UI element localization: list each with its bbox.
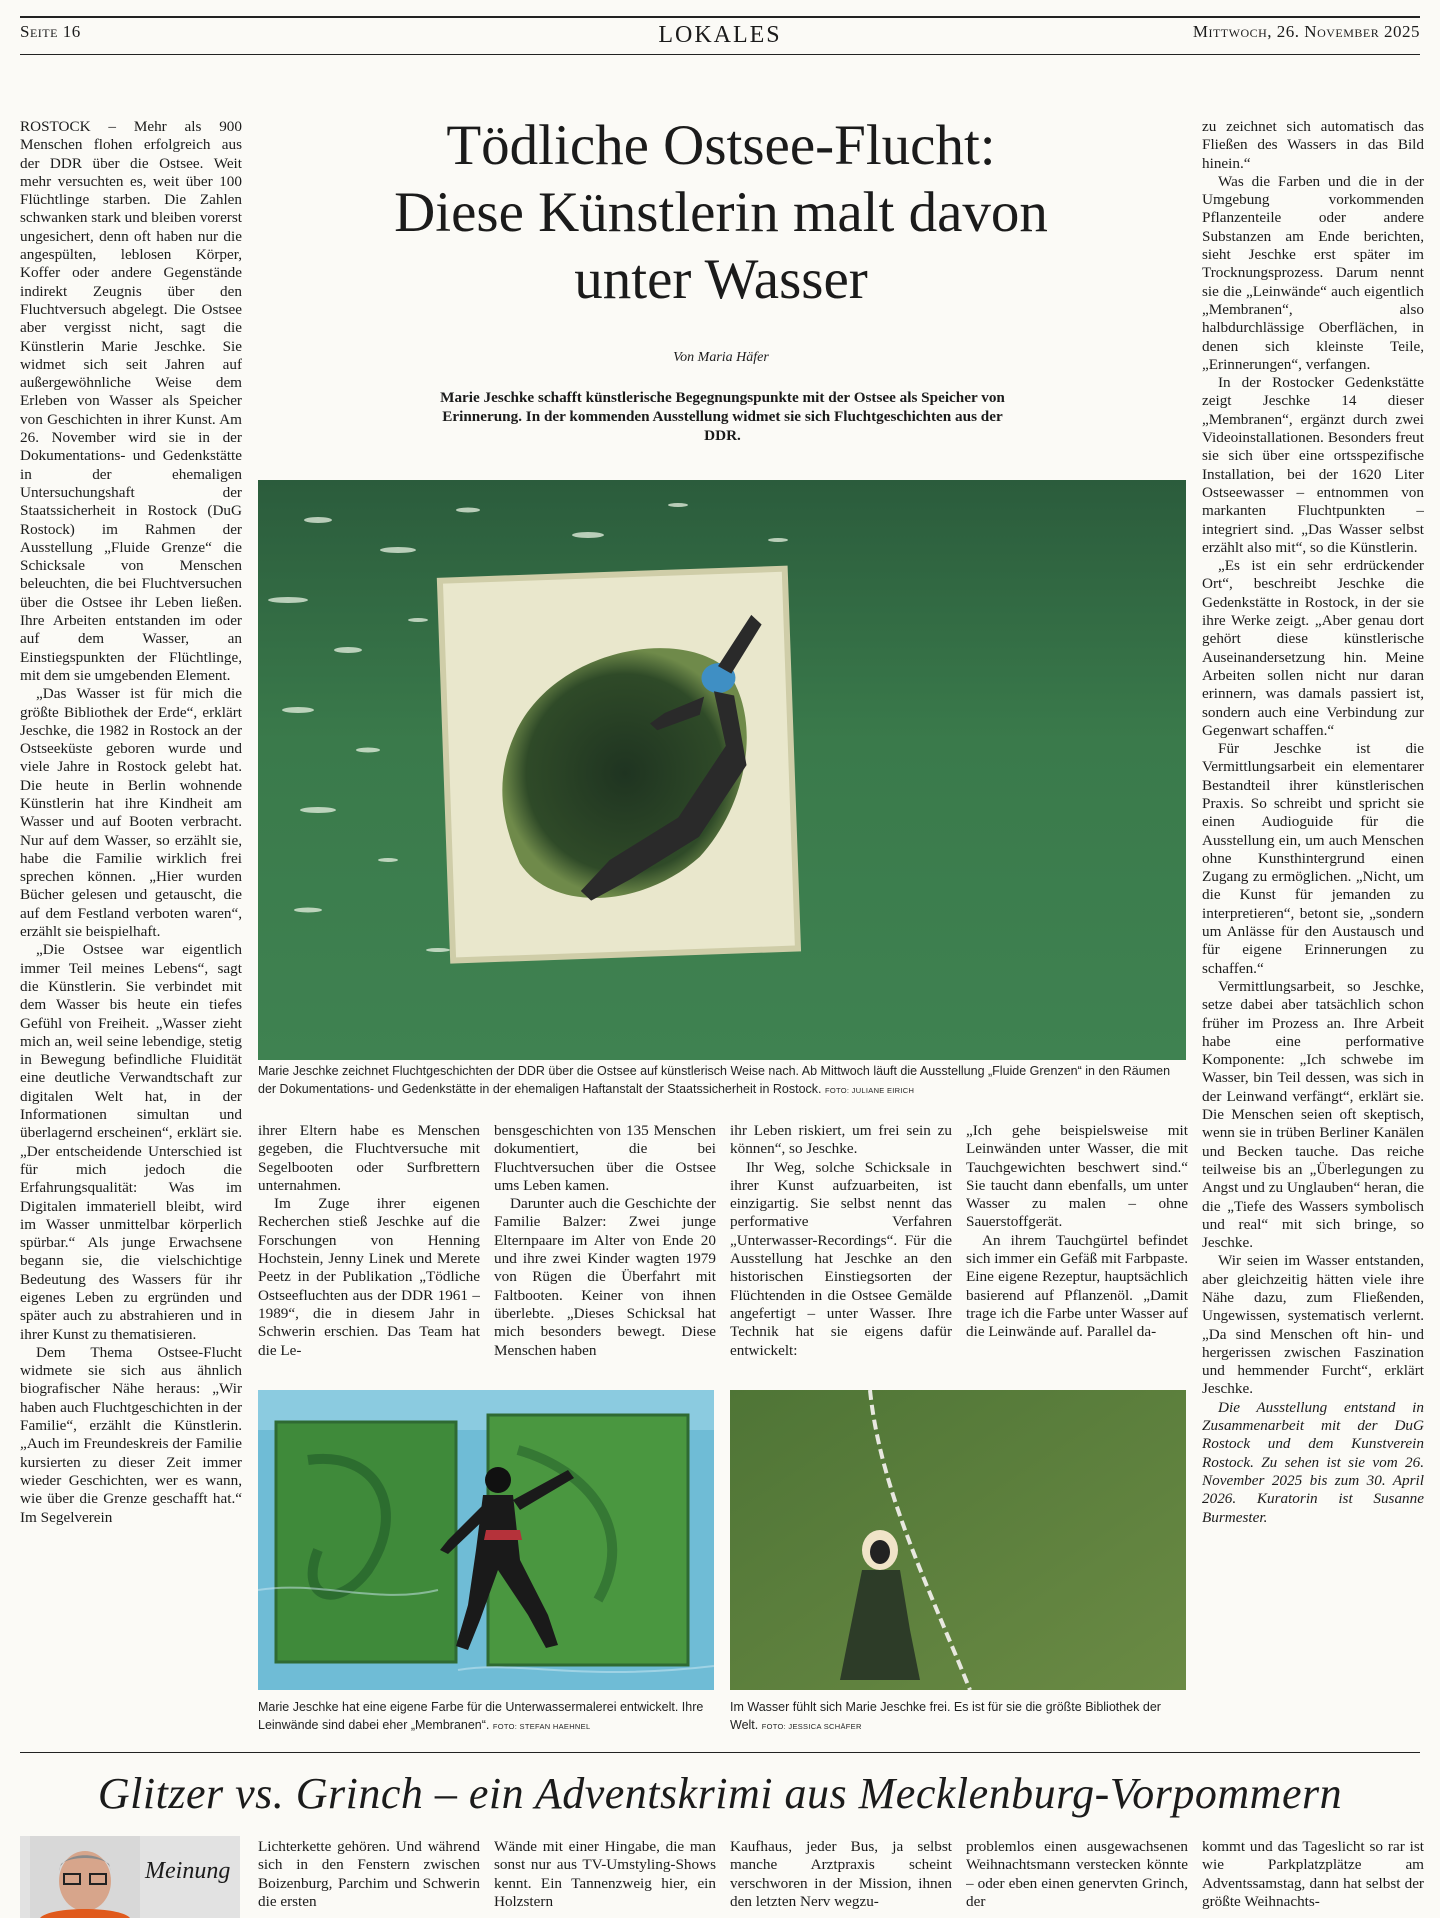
paragraph: „Ich gehe beispielsweise mit Leinwänden unter Wasser, die mit Tauchgewichten beschwert sind.“ Sie taucht dann ebenfalls, um unter Wasser zu malen – ohne Sauerstoffgerät. [966, 1122, 1188, 1231]
headline-line: Diese Künstlerin malt davon [394, 181, 1048, 244]
paragraph: Dem Thema Ostsee-Flucht widmete sie sich aus ähnlich biografischer Nähe heraus: „Wir haben auch Fluchtgeschichten in der Familie“, erzählt die Künstlerin. „Auch im Freundeskreis der Familie kursierten zu dieser Zeit immer wieder Geschichten, wer es wann, wie über die Grenze geschafft hat.“ Im Segelverein [20, 1343, 242, 1526]
exhibition-info: Die Ausstellung entstand in Zusammenarbeit mit der DuG Rostock und dem Kunstverein Rostock. Zu sehen ist sie vom 26. November 2025 bis zum 30. April 2026. Kuratorin ist Susanne Burmester. [1202, 1398, 1424, 1526]
article-column-6 [1202, 118, 1424, 1742]
headline-line: unter Wasser [574, 248, 868, 311]
paragraph: In der Rostocker Gedenkstätte zeigt Jeschke 14 dieser „Membranen“, ergänzt durch zwei Videoinstallationen. Besonders freut sie sich über eine ortsspezifische Installation, bei der 1620 Liter Ostseewasser – entnommen von markanten Fluchtpunkten – integriert sind. „Das Wasser selbst erzählt also mit“, so die Künstlerin. [1202, 374, 1424, 556]
header-top-rule [20, 16, 1420, 18]
pool-photo-caption [258, 1698, 714, 1736]
underwater-pool-illustration [258, 1390, 714, 1690]
paragraph: „Das Wasser ist für mich die größte Bibliothek der Erde“, erklärt Jeschke, die 1982 in Rostock an der Ostseeküste geboren wurde und viele Jahre in Rostock gelebt hat. Die heute in Berlin wohnende Künstlerin hat ihre Kindheit am Wasser und auf Booten verbracht. Nur auf dem Wasser, so erzählt sie, habe die Familie wirklich frei sprechen können. „Hier wurden Bücher gelesen und getauscht, die auf dem Festland verboten waren“, erzählt sie beispielhaft. [20, 685, 242, 941]
issue-date: Mittwoch, 26. November 2025 [1192, 22, 1420, 41]
paragraph: ihr Leben riskiert, um frei sein zu können“, so Jeschke. [730, 1122, 952, 1158]
article-column-4 [730, 1122, 952, 1387]
paragraph: An ihrem Tauchgürtel befindet sich immer ein Gefäß mit Farbpaste. Eine eigene Rezeptur, hauptsächlich basierend auf Pflanzenöl. „Damit trage ich die Farbe unter Wasser auf die Leinwände auf. Parallel da- [966, 1231, 1188, 1341]
aerial-sea-illustration [258, 480, 1186, 1060]
diver-photo-caption [730, 1698, 1186, 1736]
paragraph: „Die Ostsee war eigentlich immer Teil meines Lebens“, sagt die Künstlerin. Sie verbindet mit dem Wasser bis heute ein tiefes Gefühl von Freiheit. „Wasser zieht mich an, weil seine lebendige, stetig in Bewegung befindliche Fluidität eine deutliche Verwandtschaft zur digitalen Welt hat, in der Informationen simultan und überlagernd erscheinen“, erklärt sie. „Der entscheidende Unterschied ist für mich jedoch die Erfahrungsqualität: Was im Digitalen immateriell bleibt, wird im Wasser unmittelbar körperlich spürbar.“ Als junge Erwachsene begann sie, die vielschichtige Bedeutung des Wassers für ihr eigenes Leben zu ergründen und später auch zu abstrahieren und in ihrer Kunst zu thematisieren. [20, 941, 242, 1343]
paragraph: bensgeschichten von 135 Menschen dokumentiert, die bei Fluchtversuchen über die Ostsee ums Leben kamen. [494, 1122, 716, 1194]
paragraph: ROSTOCK – Mehr als 900 Menschen flohen erfolgreich aus der DDR über die Ostsee. Weit mehr versuchten es, weit über 100 Flüchtlinge starben. Die Zahlen schwanken stark und bleiben vorerst ungesichert, denn oft haben nur die angespülten, leblosen Körper, Koffer oder andere Gegenstände indirekt Zeugnis über den Fluchtversuch abgelegt. Die Ostsee aber vergisst nicht, sagt die Künstlerin Marie Jeschke. Sie widmet sich seit Jahren auf außergewöhnliche Weise dem Erleben von Wasser als Speicher von Geschichten in ihrer Kunst. Am 26. November wird sie in der Dokumentations- und Gedenkstätte in der ehemaligen Untersuchungshaft der Staatssicherheit in Rostock (DuG Rostock) im Rahmen der Ausstellung „Fluide Grenze“ die Schicksale von Menschen beleuchten, die bei Fluchtversuchen über die Ostsee ihr Leben ließen. Ihre Arbeiten entstanden im oder auf dem Wasser, an Einstiegspunkten der Flüchtlinge, mit dem sie umgebenden Element. [20, 118, 242, 684]
article-column-1 [20, 118, 242, 1742]
next-article-column-4 [730, 1838, 952, 1918]
photo-credit: FOTO: JESSICA SCHÄFER [761, 1722, 862, 1731]
pool-photo [258, 1390, 714, 1690]
next-article-column-6 [1202, 1838, 1424, 1918]
paragraph: Für Jeschke ist die Vermittlungsarbeit ein elementarer Bestandteil ihrer künstlerischen Praxis. So schreibt und spricht sie einen Audioguide für die Ausstellung ein, um auch Menschen ohne Kunsthintergrund einen Zugang zu ermöglichen. „Nicht, um die Kunst für jemanden zu interpretieren“, betont sie, „sondern um Anlässe für den Austausch und für eigene Erinnerungen zu schaffen.“ [1202, 740, 1424, 977]
header-bottom-rule [20, 54, 1420, 55]
main-photo-caption [258, 1062, 1186, 1100]
underwater-diver-illustration [730, 1390, 1186, 1690]
headline-line: Tödliche Ostsee-Flucht: [446, 114, 996, 177]
paragraph: Wir seien im Wasser entstanden, aber gleichzeitig hätten viele ihre Nähe dazu, zum Fließenden, Ungewissen, systematisch verlernt. „Da sind Menschen oft hin- und hergerissen zwischen Faszination und hemmender Furcht“, erklärt Jeschke. [1202, 1252, 1424, 1398]
paragraph: problemlos einen ausgewachsenen Weihnachtsmann verstecken könnte – oder eben einen genervten Grinch, der [966, 1838, 1188, 1910]
paragraph: kommt und das Tageslicht so rar ist wie Parkplatzplätze am Adventssamstag, dann hat selbst der größte Weihnachts- [1202, 1838, 1424, 1910]
headline [258, 112, 1184, 313]
paragraph: Vermittlungsarbeit, so Jeschke, setze dabei aber tatsächlich schon früher im Prozess an. Ihre Arbeit habe eine performative Komponente: „Ich schwebe im Wasser, bin Teil dessen, was sich in der Leinwand verfängt“, erklärt sie. Die Menschen seien oft skeptisch, wenn sie in trüben Berliner Kanälen und Becken tauche. Das reiche teilweise bis an „Überlegungen zu Angst und zu Unglauben“ heran, die die „Tiefe des Wassers symbolisch und real“ mit sich bringe, so Jeschke. [1202, 977, 1424, 1252]
photo-credit: FOTO: STEFAN HAEHNEL [492, 1722, 591, 1731]
opinion-label: Meinung [145, 1858, 231, 1884]
paragraph: Darunter auch die Geschichte der Familie Balzer: Zwei junge Elternpaare im Alter von Ende 20 und ihre zwei Kinder wagten 1979 von Rügen die Überfahrt mit Faltbooten. Keiner von ihnen überlebte. „Dieses Schicksal hat mich besonders bewegt. Diese Menschen haben [494, 1195, 716, 1359]
page-number: Seite 16 [20, 22, 81, 41]
article-column-5 [966, 1122, 1188, 1387]
caption-text: Marie Jeschke zeichnet Fluchtgeschichten der DDR über die Ostsee auf künstlerisch Weise nach. Ab Mittwoch läuft die Ausstellung „Fluide Grenzen“ in den Räumen der Dokumentations- und Gedenkstätte in der ehemaligen Haftanstalt der Staatssicherheit in Rostock. [258, 1064, 1171, 1096]
next-article-column-2 [258, 1838, 480, 1918]
photo-credit: FOTO: JULIANE EIRICH [825, 1086, 915, 1095]
paragraph: Lichterkette gehören. Und während sich in den Fenstern zwischen Boizenburg, Parchim und Schwerin die ersten [258, 1838, 480, 1910]
diver-photo [730, 1390, 1186, 1690]
section-title: LOKALES [658, 22, 782, 48]
paragraph: Ihr Weg, solche Schicksale in ihrer Kunst aufzuarbeiten, ist einzigartig. Sie selbst nennt das performative Verfahren „Unterwasser-Recordings“. Für die Ausstellung hat Jeschke an den historischen Einstiegsorten der Flüchtenden in die Ostsee Gemälde angefertigt – unter Wasser. Ihre Technik hat sie eigens dafür entwickelt: [730, 1158, 952, 1359]
next-article-column-3 [494, 1838, 716, 1918]
paragraph: zu zeichnet sich automatisch das Fließen des Wassers in das Bild hinein.“ [1202, 118, 1424, 172]
banner-rule [20, 1752, 1420, 1753]
paragraph: Wände mit einer Hingabe, die man sonst nur aus TV-Umstyling-Shows kennt. Ein Tannenzweig hier, ein Holzstern [494, 1838, 716, 1910]
main-photo [258, 480, 1186, 1060]
next-article-headline: Glitzer vs. Grinch – ein Adventskrimi aus Mecklenburg-Vorpommern [97, 1769, 1343, 1818]
opinion-box [20, 1836, 240, 1918]
next-article-column-5 [966, 1838, 1188, 1918]
byline: Von Maria Häfer [673, 350, 769, 365]
paragraph: Kaufhaus, jeder Bus, ja selbst manche Arztpraxis scheint verschworen in der Mission, ihnen den letzten Nerv wegzu- [730, 1838, 952, 1910]
caption-text: Marie Jeschke hat eine eigene Farbe für die Unterwassermalerei entwickelt. Ihre Leinwände sind dabei eher „Membranen“. [258, 1700, 704, 1732]
paragraph: ihrer Eltern habe es Menschen gegeben, die Fluchtversuche mit Segelbooten oder Surfbrettern unternahmen. [258, 1122, 480, 1194]
teaser: Marie Jeschke schafft künstlerische Begegnungspunkte mit der Ostsee als Speicher von Erinnerung. In der kommenden Ausstellung widmet sie sich Fluchtgeschichten aus der DDR. [440, 389, 1005, 444]
paragraph: Was die Farben und die in der Umgebung vorkommenden Pflanzenteile oder andere Substanzen am Ende berichten, sieht Jeschke erst später im Trocknungsprozess. Darum nennt sie die „Leinwände“ auch eigentlich „Membranen“, also halbdurchlässige Oberflächen, in denen sich kleinste Teile, „Erinnerungen“, verfangen. [1202, 172, 1424, 373]
paragraph: „Es ist ein sehr erdrückender Ort“, beschreibt Jeschke die Gedenkstätte in Rostock, in der sie ihre Werke zeigt. „Aber genau dort gehört diese künstlerische Auseinandersetzung hin. Meine Arbeiten sollen nicht nur daran erinnern, was damals passiert ist, sondern auch eine Verbindung zur Gegenwart schaffen.“ [1202, 557, 1424, 739]
caption-text: Im Wasser fühlt sich Marie Jeschke frei. Es ist für sie die größte Bibliothek der Welt. [730, 1700, 1161, 1732]
paragraph: Im Zuge ihrer eigenen Recherchen stieß Jeschke auf die Forschungen von Henning Hochstein, Jenny Linek und Merete Peetz in der Publikation „Tödliche Ostseefluchten aus der DDR 1961 – 1989“, die in diesem Jahr in Schwerin erschien. Das Team hat die Le- [258, 1195, 480, 1359]
article-column-3 [494, 1122, 716, 1387]
author-photo [30, 1836, 140, 1918]
article-column-2 [258, 1122, 480, 1387]
